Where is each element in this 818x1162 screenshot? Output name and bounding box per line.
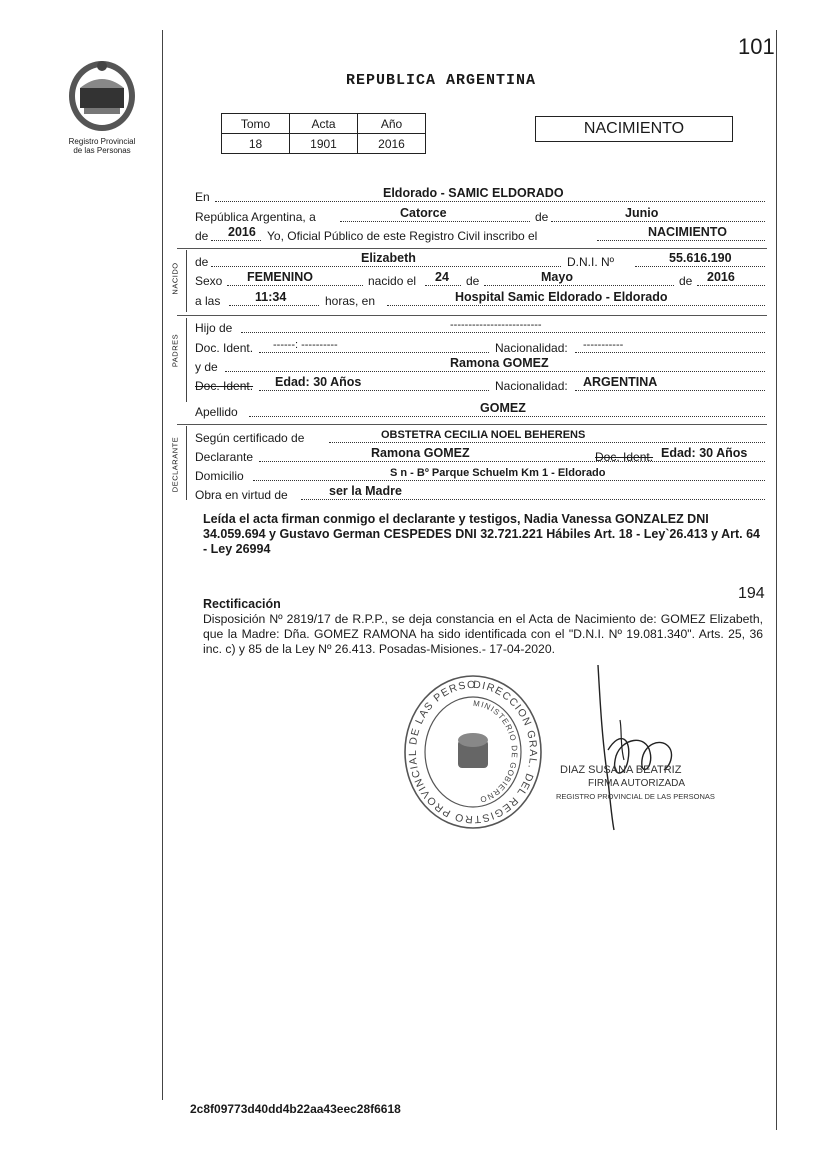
divider-padres-top [177, 315, 767, 316]
certificado-value: OBSTETRA CECILIA NOEL BEHERENS [381, 429, 586, 441]
nombre-value: Elizabeth [361, 251, 416, 265]
signature-block [540, 660, 720, 840]
anio-header: Año [358, 114, 426, 134]
rectificacion-title: Rectificación [203, 597, 281, 611]
acta-value: 1901 [290, 134, 358, 154]
row-hijo [195, 319, 765, 335]
hora-value: 11:34 [255, 290, 287, 304]
nacimiento-dia: 24 [435, 270, 449, 284]
row-nombre [195, 253, 765, 269]
obra-label: Obra en virtud de [195, 488, 288, 502]
hijo-value: ------------------------- [450, 319, 542, 331]
seal-inner-text: MINISTERIO DE GOBIERNO [472, 698, 520, 805]
logo-caption-line2: de las Personas [73, 146, 131, 155]
nacimiento-de2: de [679, 274, 693, 288]
horas-en-label: horas, en [325, 294, 376, 308]
divider-nacido-top [177, 248, 767, 249]
signature-org: REGISTRO PROVINCIAL DE LAS PERSONAS [556, 792, 715, 801]
reference-table [221, 113, 426, 154]
hijo-label: Hijo de [195, 321, 233, 335]
dni-value: 55.616.190 [669, 251, 732, 265]
doc-ident-label: Doc. Ident. [195, 341, 254, 355]
left-margin-line [162, 30, 163, 1100]
right-margin-line [776, 30, 777, 1130]
firma-paragraph: Leída el acta firman conmigo el declarante y testigos, Nadia Vanessa GONZALEZ DNI 34.059.694 y Gustavo German CESPEDES DNI 32.721.221 Hábiles Art. 18 - Ley`26.413 y Art. 64 - Ley 26994 [203, 512, 761, 556]
sexo-value: FEMENINO [247, 270, 313, 284]
handwritten-signature-icon [550, 660, 690, 835]
row-doc-padre [195, 339, 765, 355]
nombre-label: de [195, 255, 209, 269]
domicilio-value: S n - Bº Parque Schuelm Km 1 - Eldorado [390, 467, 606, 479]
row-en [195, 188, 765, 204]
doc-ident-decl-label: Doc. Ident. [595, 450, 654, 464]
official-seal [398, 670, 548, 845]
anio-value: 2016 [358, 134, 426, 154]
nacido-bracket [186, 250, 187, 312]
dia-value: Catorce [400, 206, 447, 220]
nacionalidad-madre-value: ARGENTINA [583, 375, 658, 389]
nacimiento-mes: Mayo [541, 270, 573, 284]
document-type-box: NACIMIENTO [535, 116, 733, 142]
nacionalidad-label: Nacionalidad: [495, 341, 568, 355]
row-anio [195, 227, 765, 243]
doc-ident-madre-label: Doc. Ident. [195, 379, 254, 393]
mes-value: Junio [625, 206, 659, 220]
declarante-label: Declarante [195, 450, 254, 464]
sexo-label: Sexo [195, 274, 223, 288]
anio-value: 2016 [228, 225, 256, 239]
signature-role: FIRMA AUTORIZADA [588, 778, 686, 789]
seal-outer-text: DIRECCION GRAL. DEL REGISTRO PROVINCIAL DE LAS PERSO [406, 678, 540, 826]
declarante-bracket [186, 426, 187, 500]
row-fecha [195, 208, 765, 224]
acta-header: Acta [290, 114, 358, 134]
divider-declarante-top [177, 424, 767, 425]
row-declarante [195, 448, 765, 464]
edad-madre-value: Edad: 30 Años [275, 375, 362, 389]
row-domicilio [195, 467, 765, 483]
row-obra [195, 486, 765, 502]
republica-label: República Argentina, a [195, 210, 316, 224]
certificado-label: Según certificado de [195, 431, 305, 445]
misiones-crest-icon [66, 58, 138, 134]
de-label: de [535, 210, 549, 224]
document-hash: 2c8f09773d40dd4b22aa43eec28f6618 [190, 1102, 401, 1116]
padres-bracket [186, 318, 187, 402]
anio-prefix: de [195, 229, 209, 243]
obra-value: ser la Madre [329, 484, 402, 498]
apellido-label: Apellido [195, 405, 238, 419]
seal-stamp-icon [398, 670, 548, 840]
nacido-label: nacido el [368, 274, 417, 288]
document-title: REPUBLICA ARGENTINA [346, 72, 537, 89]
domicilio-label: Domicilio [195, 469, 244, 483]
oficial-text: Yo, Oficial Público de este Registro Civil inscribo el [267, 229, 538, 243]
row-doc-madre [195, 377, 765, 393]
en-label: En [195, 190, 210, 204]
y-de-label: y de [195, 360, 218, 374]
row-sexo [195, 272, 765, 288]
page-number: 101 [738, 34, 775, 59]
row-hora [195, 292, 765, 308]
tipo-inscripcion: NACIMIENTO [648, 225, 727, 239]
en-value: Eldorado - SAMIC ELDORADO [383, 186, 564, 200]
row-certificado [195, 429, 765, 445]
row-apellido [195, 403, 765, 419]
lugar-value: Hospital Samic Eldorado - Eldorado [455, 290, 668, 304]
madre-value: Ramona GOMEZ [450, 356, 549, 370]
tomo-header: Tomo [222, 114, 290, 134]
rectificacion-number: 194 [738, 585, 765, 602]
section-label-padres: PADRES [170, 333, 180, 368]
a-las-label: a las [195, 294, 221, 308]
nacionalidad-padre-value: ----------- [583, 339, 624, 351]
nacimiento-de1: de [466, 274, 480, 288]
declarante-value: Ramona GOMEZ [371, 446, 470, 460]
section-label-declarante: DECLARANTE [170, 436, 180, 493]
section-label-nacido: NACIDO [170, 262, 180, 295]
tomo-value: 18 [222, 134, 290, 154]
logo-caption-line1: Registro Provincial [68, 137, 136, 146]
registry-logo [60, 58, 144, 155]
row-madre [195, 358, 765, 374]
dni-label: D.N.I. Nº [567, 255, 615, 269]
nacionalidad-madre-label: Nacionalidad: [495, 379, 568, 393]
signature-name: DIAZ SUSANA BEATRIZ [560, 764, 682, 776]
apellido-value: GOMEZ [480, 401, 526, 415]
rectificacion-text: Disposición Nº 2819/17 de R.P.P., se deja constancia en el Acta de Nacimiento de: GOMEZ Elizabeth, que la Madre: Dña. GOMEZ RAMONA ha sido identificada con el "D.N.I. Nº 19.081.340". Arts. 25, 36 inc. c) y 85 de la Ley Nº 26.413. Posadas-Misiones.- 17-04-2020. [203, 612, 763, 656]
nacimiento-anio: 2016 [707, 270, 735, 284]
edad-decl-value: Edad: 30 Años [661, 446, 748, 460]
doc-ident-value: ------: ---------- [273, 339, 338, 351]
